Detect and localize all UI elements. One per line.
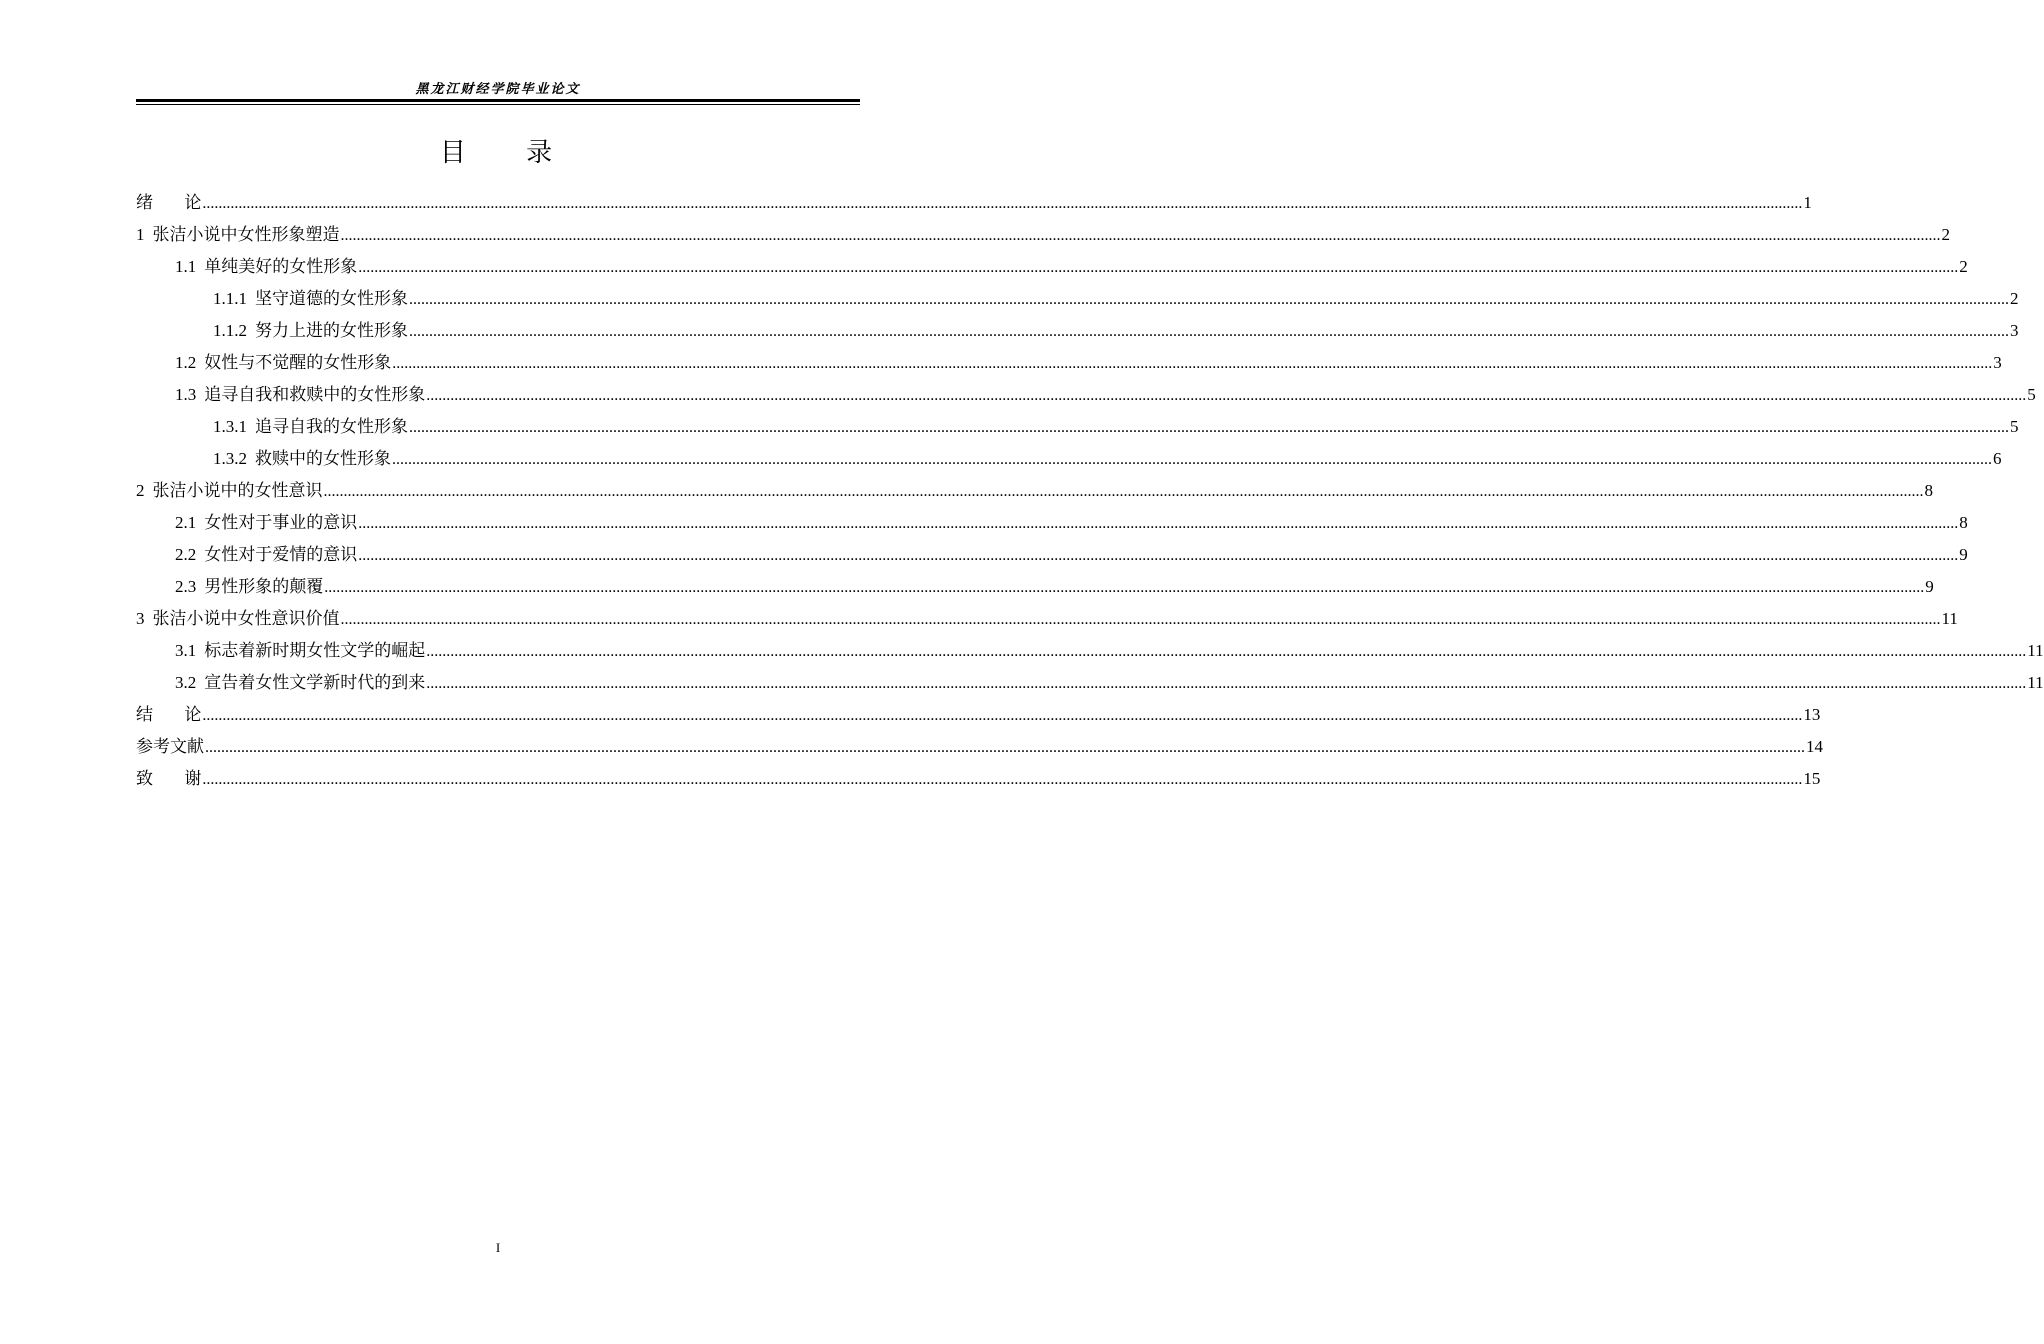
toc-entry-label (136, 700, 201, 725)
toc-entry-page: 13 (1803, 705, 1821, 724)
toc-entry-text: 努力上进的女性形象 (255, 321, 408, 341)
toc-entry[interactable] (136, 636, 2044, 668)
toc-title: 目 录 (439, 138, 557, 168)
toc-entry-page: 2 (2010, 289, 2019, 308)
toc-entry-number: 1.3.1 (213, 417, 247, 436)
toc-entry-label (175, 668, 425, 693)
toc-entry-page: 8 (1924, 481, 1933, 500)
toc-entry-number: 1.3 (175, 385, 197, 404)
toc-dot-leader: ................................................................................................................................................................................................................................................................................................................................................................................................................ (340, 227, 1941, 244)
toc-entry-text: 奴性与不觉醒的女性形象 (204, 353, 392, 373)
toc-entry[interactable] (136, 764, 1821, 796)
toc-entry[interactable] (136, 444, 2002, 476)
toc-entry-label (175, 636, 425, 661)
toc-entry-text: 救赎中的女性形象 (255, 449, 391, 469)
toc-dot-leader: ................................................................................................................................................................................................................................................................................................................................................................................................................ (202, 771, 1803, 788)
toc-entry-label (175, 572, 323, 597)
toc-entry-text: 单纯美好的女性形象 (204, 257, 358, 277)
toc-entry[interactable] (136, 284, 2019, 316)
toc-dot-leader: ................................................................................................................................................................................................................................................................................................................................................................................................................ (409, 291, 2009, 308)
toc-entry-number: 3.1 (175, 641, 197, 660)
toc-dot-leader: ................................................................................................................................................................................................................................................................................................................................................................................................................ (409, 419, 2009, 436)
toc-entry-text: 参考文献 (136, 737, 204, 757)
toc-entry[interactable] (136, 252, 1968, 284)
toc-entry[interactable] (136, 668, 2044, 700)
header-rule-thick (136, 99, 860, 102)
toc-dot-leader: ................................................................................................................................................................................................................................................................................................................................................................................................................ (205, 739, 1805, 756)
toc-entry-page: 8 (1959, 513, 1968, 532)
toc-entry-label (136, 764, 201, 789)
table-of-contents (136, 188, 2044, 796)
toc-entry-text: 张洁小说中的女性意识 (152, 481, 323, 501)
toc-entry-label (175, 252, 357, 277)
toc-entry[interactable] (136, 316, 2019, 348)
toc-entry-text: 结 论 (136, 705, 202, 725)
toc-entry-page: 11 (2027, 641, 2044, 660)
toc-dot-leader: ................................................................................................................................................................................................................................................................................................................................................................................................................ (426, 643, 2027, 660)
toc-entry-page: 2 (1941, 225, 1950, 244)
page-header-title: 黑龙江财经学院毕业论文 (415, 82, 581, 97)
toc-entry-page: 11 (1941, 609, 1958, 628)
toc-dot-leader: ................................................................................................................................................................................................................................................................................................................................................................................................................ (358, 515, 1959, 532)
toc-dot-leader: ................................................................................................................................................................................................................................................................................................................................................................................................................ (409, 323, 2009, 340)
toc-entry-label (136, 604, 340, 629)
toc-entry-text: 坚守道德的女性形象 (255, 289, 408, 309)
toc-dot-leader: ................................................................................................................................................................................................................................................................................................................................................................................................................ (340, 611, 1941, 628)
toc-entry-page: 9 (1959, 545, 1968, 564)
toc-entry-page: 5 (2010, 417, 2019, 436)
toc-dot-leader: ................................................................................................................................................................................................................................................................................................................................................................................................................ (324, 579, 1925, 596)
toc-dot-leader: ................................................................................................................................................................................................................................................................................................................................................................................................................ (358, 259, 1959, 276)
toc-dot-leader: ................................................................................................................................................................................................................................................................................................................................................................................................................ (323, 483, 1924, 500)
toc-entry-label (175, 380, 425, 405)
toc-entry-page: 9 (1925, 577, 1934, 596)
toc-entry-number: 3 (136, 609, 145, 628)
toc-entry-page: 1 (1803, 193, 1812, 212)
toc-entry-label (136, 732, 204, 757)
toc-entry-text: 女性对于事业的意识 (204, 513, 358, 533)
toc-entry[interactable] (136, 476, 1933, 508)
toc-entry-page: 14 (1806, 737, 1823, 756)
toc-entry-label (136, 476, 323, 501)
toc-entry-number: 1.1.2 (213, 321, 247, 340)
toc-entry-label (175, 348, 391, 373)
footer-page-number: I (495, 1240, 501, 1255)
toc-entry-label (136, 220, 340, 245)
toc-entry[interactable] (136, 188, 1812, 220)
toc-entry-text: 标志着新时期女性文学的崛起 (204, 641, 426, 661)
toc-entry-number: 2 (136, 481, 145, 500)
toc-entry[interactable] (136, 540, 1968, 572)
toc-entry-text: 张洁小说中女性形象塑造 (152, 225, 340, 245)
toc-entry-text: 追寻自我的女性形象 (255, 417, 408, 437)
toc-entry-text: 宣告着女性文学新时代的到来 (204, 673, 426, 693)
toc-entry-text: 绪 论 (136, 193, 202, 213)
toc-entry-number: 1.1.1 (213, 289, 247, 308)
toc-entry-text: 追寻自我和救赎中的女性形象 (204, 385, 426, 405)
toc-entry[interactable] (136, 572, 1934, 604)
toc-entry-label (136, 188, 201, 213)
header-rule-thin (136, 104, 860, 105)
toc-entry-label (213, 316, 408, 341)
toc-entry-number: 1.3.2 (213, 449, 247, 468)
toc-entry-text: 男性形象的颠覆 (204, 577, 324, 597)
toc-dot-leader: ................................................................................................................................................................................................................................................................................................................................................................................................................ (426, 675, 2027, 692)
toc-entry[interactable] (136, 220, 1950, 252)
toc-entry-text: 致 谢 (136, 769, 202, 789)
toc-entry-label (213, 412, 408, 437)
toc-entry-page: 3 (2010, 321, 2019, 340)
toc-dot-leader: ................................................................................................................................................................................................................................................................................................................................................................................................................ (426, 387, 2027, 404)
toc-dot-leader: ................................................................................................................................................................................................................................................................................................................................................................................................................ (392, 355, 1993, 372)
toc-entry-number: 2.3 (175, 577, 197, 596)
toc-entry-label (213, 444, 391, 469)
toc-dot-leader: ................................................................................................................................................................................................................................................................................................................................................................................................................ (202, 707, 1803, 724)
toc-entry[interactable] (136, 412, 2019, 444)
toc-entry-number: 2.2 (175, 545, 197, 564)
toc-dot-leader: ................................................................................................................................................................................................................................................................................................................................................................................................................ (392, 451, 1992, 468)
toc-entry[interactable] (136, 604, 1958, 636)
toc-entry-label (175, 508, 357, 533)
toc-entry[interactable] (136, 700, 1821, 732)
toc-entry-page: 2 (1959, 257, 1968, 276)
toc-dot-leader: ................................................................................................................................................................................................................................................................................................................................................................................................................ (202, 195, 1803, 212)
toc-entry-number: 2.1 (175, 513, 197, 532)
toc-entry-label (213, 284, 408, 309)
toc-dot-leader: ................................................................................................................................................................................................................................................................................................................................................................................................................ (358, 547, 1959, 564)
toc-entry-number: 1.1 (175, 257, 197, 276)
toc-entry-text: 张洁小说中女性意识价值 (152, 609, 340, 629)
toc-entry-page: 11 (2027, 673, 2044, 692)
toc-entry-number: 1.2 (175, 353, 197, 372)
toc-entry[interactable] (136, 508, 1968, 540)
toc-entry-page: 3 (1993, 353, 2002, 372)
toc-entry-page: 15 (1803, 769, 1821, 788)
toc-entry[interactable] (136, 348, 2002, 380)
toc-entry-text: 女性对于爱情的意识 (204, 545, 358, 565)
toc-entry-page: 5 (2027, 385, 2036, 404)
toc-entry[interactable] (136, 380, 2036, 412)
toc-entry-number: 3.2 (175, 673, 197, 692)
toc-entry[interactable] (136, 732, 1823, 764)
toc-entry-label (175, 540, 357, 565)
toc-entry-number: 1 (136, 225, 145, 244)
toc-entry-page: 6 (1993, 449, 2002, 468)
